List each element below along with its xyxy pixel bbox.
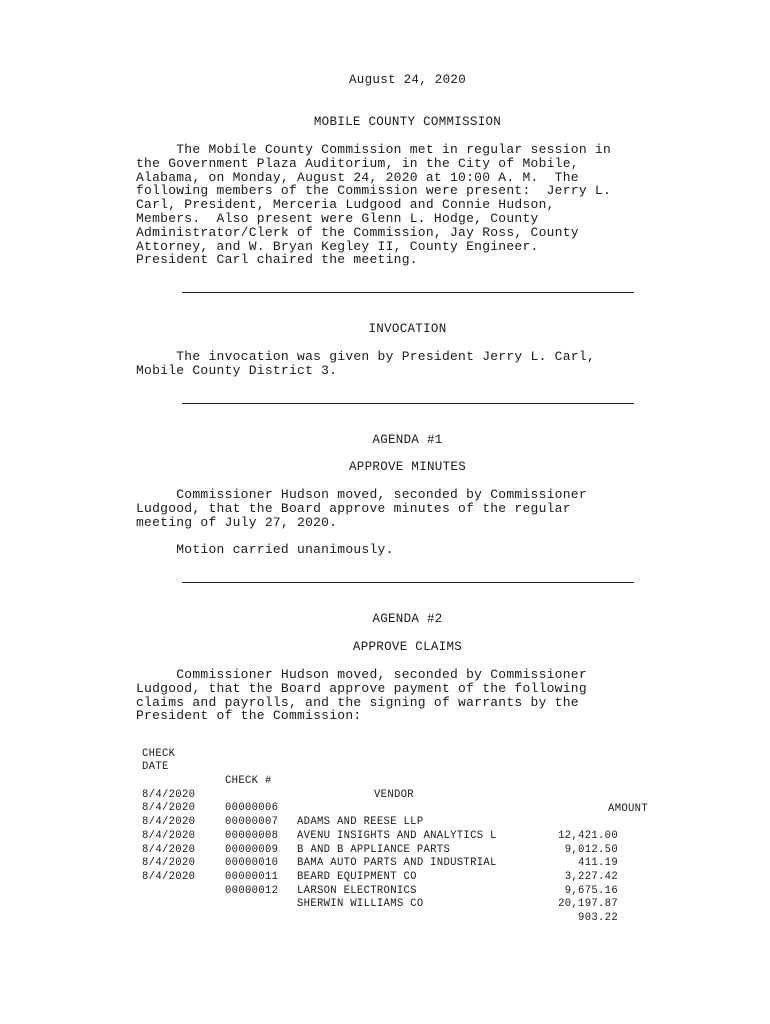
agenda-1-motion: Motion carried unanimously. [136, 542, 394, 557]
claim-amount: 411.19 [578, 857, 618, 870]
agenda-2-text: Commissioner Hudson moved, seconded by Commissioner Ludgood, that the Board approve payment of the following claims and payrolls, and the signing of warrants by the President of the Commission: [136, 667, 587, 724]
section-divider [182, 582, 634, 583]
claim-date: 8/4/2020 [142, 788, 196, 801]
claim-amount: 903.22 [578, 912, 618, 924]
claim-vendor: LARSON ELECTRONICS [297, 884, 417, 897]
claim-vendor: BEARD EQUIPMENT CO [297, 870, 417, 883]
header-vendor-label: VENDOR [374, 788, 414, 801]
claim-check-number: 00000009 [225, 843, 279, 856]
agenda-1-number: AGENDA #1 [372, 433, 443, 447]
claim-amount: 9,012.50 [564, 843, 618, 856]
commission-title: MOBILE COUNTY COMMISSION [313, 115, 502, 129]
claim-vendor: AVENU INSIGHTS AND ANALYTICS L [297, 829, 497, 842]
header-date-label: DATE [142, 761, 169, 774]
section-divider [182, 403, 634, 404]
claim-amount: 3,227.42 [564, 870, 618, 883]
opening-paragraph: The Mobile County Commission met in regular session in the Government Plaza Auditorium, in the City of Mobile, Alabama, on Monday, August 24, 2020 at 10:00 A. M. The following members of the Commission were present: Jerry L. Carl, President, Merceria Ludgood and Connie Hudson, Members. Also present were Glenn L. Hodge, County Administrator/Clerk of the Commission, Jay Ross, County Attorney, and W. Bryan Kegley II, County Engineer. President Carl chaired the meeting. [136, 142, 612, 268]
claim-date: 8/4/2020 [142, 870, 196, 883]
claim-amount: 20,197.87 [558, 898, 618, 911]
agenda-1-heading: APPROVE MINUTES [348, 460, 467, 474]
invocation-text: The invocation was given by President Jerry L. Carl, Mobile County District 3. [136, 349, 595, 378]
claim-check-number: 00000006 [225, 802, 279, 815]
claim-date: 8/4/2020 [142, 829, 196, 842]
claim-vendor: SHERWIN WILLIAMS CO [297, 898, 424, 911]
claim-check-number: 00000012 [225, 884, 279, 897]
table-spacer [142, 761, 662, 775]
claim-vendor: B AND B APPLIANCE PARTS [297, 843, 451, 856]
claims-header-row-1 [142, 734, 662, 760]
claim-date: 8/4/2020 [142, 857, 196, 870]
agenda-2-number: AGENDA #2 [372, 612, 443, 626]
header-amount-label: AMOUNT [608, 802, 648, 815]
claim-date: 8/4/2020 [142, 843, 196, 856]
header-check-number-label: CHECK # [225, 775, 272, 788]
claim-amount: 9,675.16 [564, 884, 618, 897]
claim-vendor: BAMA AUTO PARTS AND INDUSTRIAL [297, 857, 497, 870]
claim-check-number: 00000011 [225, 870, 279, 883]
claim-date: 8/4/2020 [142, 802, 196, 815]
header-check-label: CHECK [142, 747, 176, 760]
claims-table [142, 734, 662, 924]
agenda-1-text: Commissioner Hudson moved, seconded by Commissioner Ludgood, that the Board approve minutes of the regular meeting of July 27, 2020. [136, 487, 587, 530]
meeting-date: August 24, 2020 [348, 73, 467, 87]
claim-check-number: 00000007 [225, 816, 279, 829]
invocation-heading: INVOCATION [368, 322, 447, 336]
claim-amount: 12,421.00 [558, 829, 618, 842]
claim-date: 8/4/2020 [142, 816, 196, 829]
claim-vendor: ADAMS AND REESE LLP [297, 816, 424, 829]
claim-check-number: 00000010 [225, 857, 279, 870]
claim-check-number: 00000008 [225, 829, 279, 842]
agenda-2-heading: APPROVE CLAIMS [352, 640, 463, 654]
section-divider [182, 292, 634, 293]
